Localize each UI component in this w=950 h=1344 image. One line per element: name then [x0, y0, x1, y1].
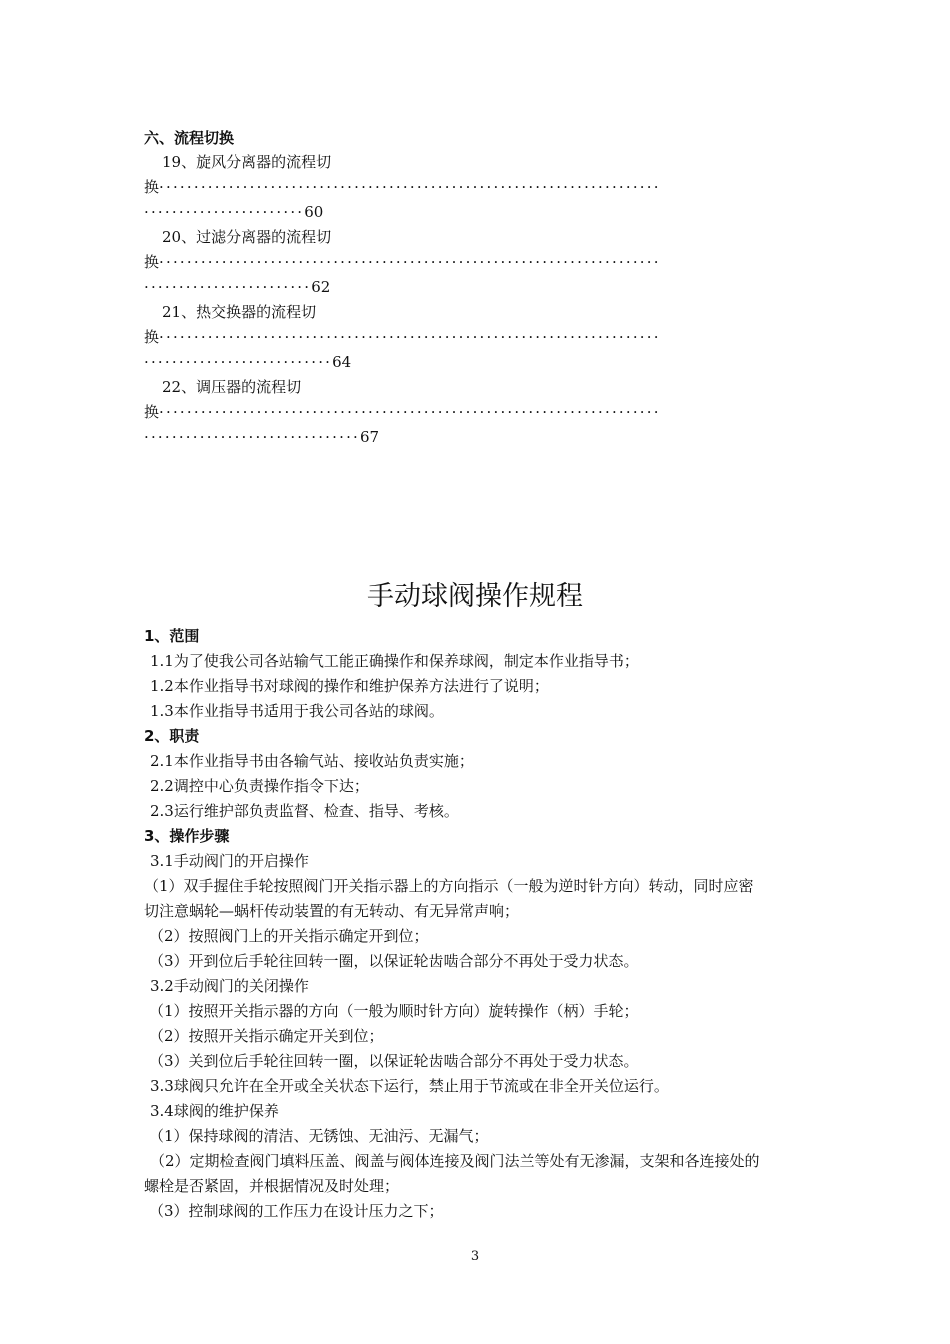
toc-entry-19-page: ·······················60 — [144, 203, 324, 221]
paragraph-3-1-3: （3）开到位后手轮往回转一圈，以保证轮齿啮合部分不再处于受力状态。 — [149, 952, 639, 970]
paragraph-3-2-3: （3）关到位后手轮往回转一圈，以保证轮齿啮合部分不再处于受力状态。 — [149, 1052, 639, 1070]
toc-entry-20-title: 20、过滤分离器的流程切 — [162, 228, 332, 246]
toc-entry-22-title: 22、调压器的流程切 — [162, 378, 302, 396]
toc-entry-22-page: ·······························67 — [144, 428, 380, 446]
toc-entry-19-leader: 换········································································ — [144, 178, 661, 196]
paragraph-3-2-2: （2）按照开关指示确定开关到位； — [149, 1027, 384, 1045]
paragraph-2-3: 2.3运行维护部负责监督、检查、指导、考核。 — [150, 802, 459, 820]
toc-page-number: 64 — [332, 353, 352, 371]
document-title: 手动球阀操作规程 — [367, 581, 583, 612]
paragraph-2-2: 2.2调控中心负责操作指令下达； — [150, 777, 369, 795]
subheading-3-1: 3.1手动阀门的开启操作 — [150, 852, 309, 870]
toc-entry-20-leader: 换········································································ — [144, 253, 661, 271]
toc-entry-21-leader: 换········································································ — [144, 328, 661, 346]
subheading-3-4: 3.4球阀的维护保养 — [150, 1102, 279, 1120]
paragraph-3-4-3: （3）控制球阀的工作压力在设计压力之下； — [149, 1202, 444, 1220]
toc-entry-19-title: 19、旋风分离器的流程切 — [162, 153, 332, 171]
paragraph-2-1: 2.1本作业指导书由各输气站、接收站负责实施； — [150, 752, 474, 770]
toc-section-heading: 六、流程切换 — [144, 129, 235, 147]
toc-page-number: 60 — [304, 203, 324, 221]
toc-page-number: 62 — [311, 278, 331, 296]
paragraph-1-1: 1.1为了使我公司各站输气工能正确操作和保养球阀，制定本作业指导书； — [150, 652, 639, 670]
paragraph-1-3: 1.3本作业指导书适用于我公司各站的球阀。 — [150, 702, 444, 720]
section-heading-duties: 2、职责 — [144, 727, 200, 745]
paragraph-3-2-1: （1）按照开关指示器的方向（一般为顺时针方向）旋转操作（柄）手轮； — [149, 1002, 639, 1020]
paragraph-3-1-1: （1）双手握住手轮按照阀门开关指示器上的方向指示（一般为逆时针方向）转动，同时应密 — [144, 877, 754, 895]
toc-page-number: 67 — [360, 428, 380, 446]
paragraph-3-4-1: （1）保持球阀的清洁、无锈蚀、无油污、无漏气； — [149, 1127, 489, 1145]
paragraph-3-1-2: （2）按照阀门上的开关指示确定开到位； — [149, 927, 429, 945]
paragraph-1-2: 1.2本作业指导书对球阀的操作和维护保养方法进行了说明； — [150, 677, 549, 695]
subheading-3-2: 3.2手动阀门的关闭操作 — [150, 977, 309, 995]
section-heading-scope: 1、范围 — [144, 627, 200, 645]
toc-entry-22-leader: 换········································································ — [144, 403, 661, 421]
section-heading-steps: 3、操作步骤 — [144, 827, 230, 845]
page-number: 3 — [470, 1249, 480, 1264]
paragraph-3-4-2-cont: 螺栓是否紧固，并根据情况及时处理； — [144, 1177, 400, 1195]
toc-entry-20-page: ························62 — [144, 278, 331, 296]
toc-entry-21-title: 21、热交换器的流程切 — [162, 303, 317, 321]
paragraph-3-1-1-cont: 切注意蜗轮—蜗杆传动装置的有无转动、有无异常声响； — [144, 902, 520, 920]
paragraph-3-4-2: （2）定期检查阀门填料压盖、阀盖与阀体连接及阀门法兰等处有无渗漏，支架和各连接处的 — [150, 1152, 760, 1170]
toc-entry-21-page: ···························64 — [144, 353, 352, 371]
paragraph-3-3: 3.3球阀只允许在全开或全关状态下运行，禁止用于节流或在非全开关位运行。 — [150, 1077, 669, 1095]
